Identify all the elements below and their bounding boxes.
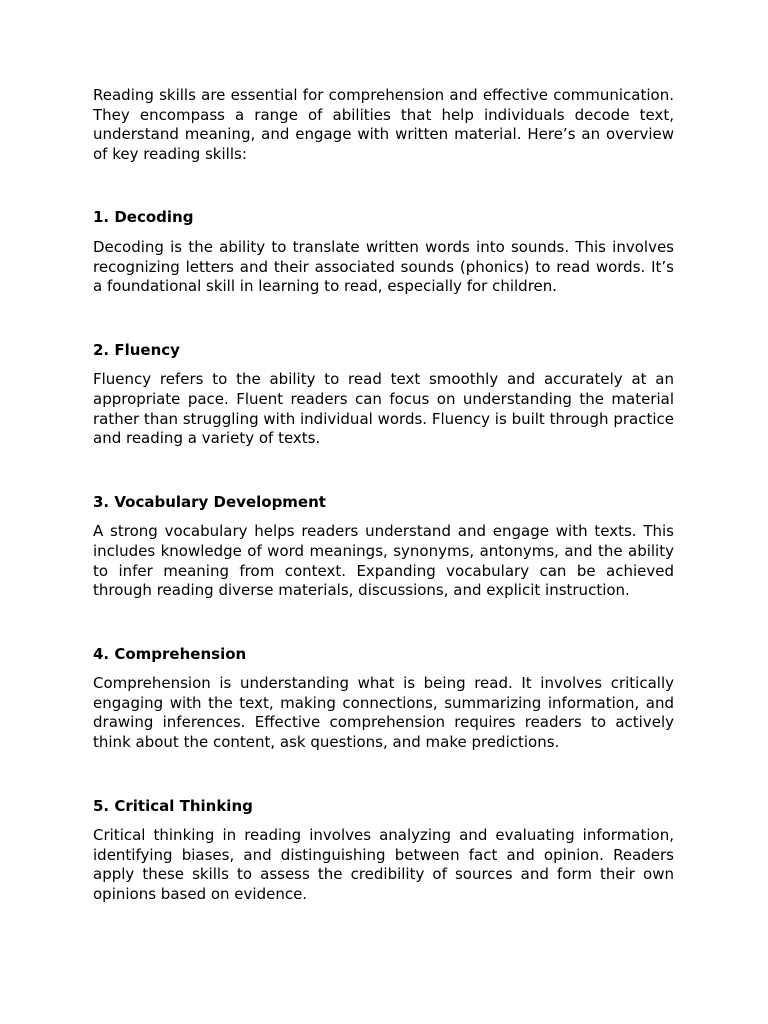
section-fluency — [93, 341, 674, 449]
section-critical-thinking — [93, 797, 674, 905]
section-body: Fluency refers to the ability to read text smoothly and accurately at an appropriate pace. Fluent readers can focus on understanding the material rather than struggling with individual words. Fluency is built through practice and reading a variety of texts. — [93, 370, 674, 448]
section-heading: 4. Comprehension — [93, 644, 247, 663]
section-body: Decoding is the ability to translate written words into sounds. This involves recognizing letters and their associated sounds (phonics) to read words. It’s a foundational skill in learning to read, especially for children. — [93, 237, 674, 296]
section-body: A strong vocabulary helps readers understand and engage with texts. This includes knowledge of word meanings, synonyms, antonyms, and the ability to infer meaning from context. Expanding vocabulary can be achieved through reading diverse materials, discussions, and explicit instruction. — [93, 522, 674, 600]
section-decoding — [93, 208, 674, 296]
section-body: Critical thinking in reading involves analyzing and evaluating information, identifying biases, and distinguishing between fact and opinion. Readers apply these skills to assess the credibility of sources and form their own opinions based on evidence. — [93, 826, 674, 904]
intro-paragraph: Reading skills are essential for comprehension and effective communication. They encompass a range of abilities that help individuals decode text, understand meaning, and engage with written material. Here’s an overview of key reading skills: — [93, 86, 674, 163]
section-body: Comprehension is understanding what is being read. It involves critically engaging with the text, making connections, summarizing information, and drawing inferences. Effective comprehension requires readers to actively think about the content, ask questions, and make predictions. — [93, 674, 674, 752]
section-heading: 5. Critical Thinking — [93, 796, 253, 815]
section-heading: 1. Decoding — [93, 208, 194, 227]
section-heading: 2. Fluency — [93, 340, 180, 359]
section-heading: 3. Vocabulary Development — [93, 492, 326, 511]
section-comprehension — [93, 645, 674, 753]
document-page — [93, 86, 674, 905]
section-vocabulary — [93, 493, 674, 601]
